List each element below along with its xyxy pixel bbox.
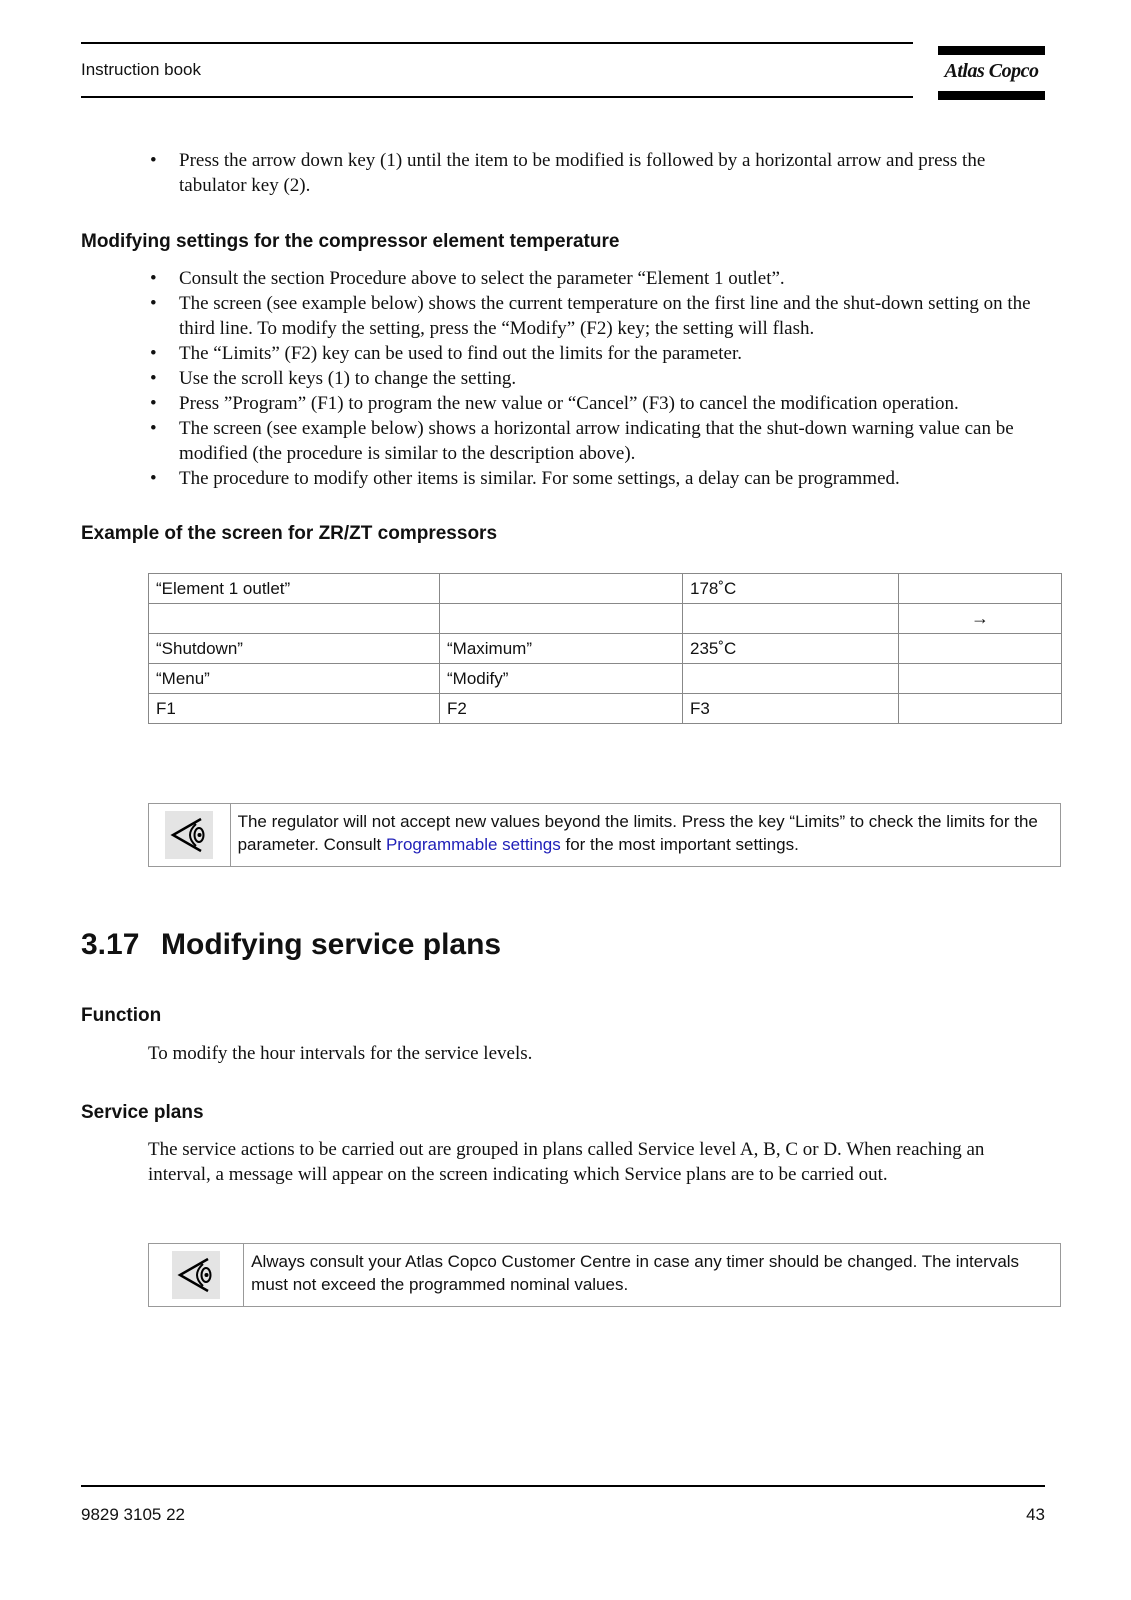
list-item: • The screen (see example below) shows the current temperature on the first line and the shut-down setting on the third line. To modify the setting, press the “Modify” (F2) key; the setting will flash. bbox=[148, 291, 1048, 341]
table-cell bbox=[683, 664, 899, 694]
limits-note bbox=[148, 803, 1061, 867]
table-row bbox=[149, 604, 1062, 634]
section-title-text: Modifying service plans bbox=[161, 928, 502, 961]
header-top-rule bbox=[81, 42, 913, 44]
list-item: • Press the arrow down key (1) until the item to be modified is followed by a horizontal arrow and press the tabulator key (2). bbox=[148, 148, 1048, 198]
arrow-right-icon: → bbox=[899, 604, 1062, 634]
timer-note bbox=[148, 1243, 1061, 1307]
table-cell: F1 bbox=[149, 694, 440, 724]
table-row bbox=[149, 694, 1062, 724]
eye-note-icon bbox=[165, 811, 213, 859]
temp-bullet-list bbox=[148, 266, 1048, 491]
table-cell bbox=[440, 604, 683, 634]
list-item: • Press ”Program” (F1) to program the new value or “Cancel” (F3) to cancel the modification operation. bbox=[148, 391, 1048, 416]
temp-section-heading: Modifying settings for the compressor element temperature bbox=[81, 231, 620, 252]
table-cell: “Element 1 outlet” bbox=[149, 574, 440, 604]
table-cell: “Modify” bbox=[440, 664, 683, 694]
table-cell bbox=[899, 574, 1062, 604]
table-cell bbox=[899, 634, 1062, 664]
table-cell: 235˚C bbox=[683, 634, 899, 664]
section-title bbox=[81, 928, 501, 962]
intro-bullet-list bbox=[148, 148, 1048, 198]
example-section-heading: Example of the screen for ZR/ZT compressors bbox=[81, 523, 498, 544]
list-item: • The “Limits” (F2) key can be used to find out the limits for the parameter. bbox=[148, 341, 1048, 366]
list-item: • The procedure to modify other items is similar. For some settings, a delay can be programmed. bbox=[148, 466, 1048, 491]
service-plans-heading: Service plans bbox=[81, 1102, 204, 1123]
table-cell: “Shutdown” bbox=[149, 634, 440, 664]
table-cell: “Menu” bbox=[149, 664, 440, 694]
table-row bbox=[149, 574, 1062, 604]
table-cell bbox=[683, 604, 899, 634]
programmable-settings-link[interactable]: Programmable settings bbox=[385, 835, 561, 854]
function-text: To modify the hour intervals for the service levels. bbox=[148, 1043, 533, 1064]
header-bottom-rule bbox=[81, 96, 913, 98]
display-example-table bbox=[148, 573, 1062, 724]
table-cell bbox=[440, 574, 683, 604]
list-item: • The screen (see example below) shows a horizontal arrow indicating that the shut-down warning value can be modified (the procedure is similar to the description above). bbox=[148, 416, 1048, 466]
document-number: 9829 3105 22 bbox=[81, 1505, 185, 1524]
table-cell bbox=[149, 604, 440, 634]
table-row bbox=[149, 664, 1062, 694]
table-row bbox=[149, 634, 1062, 664]
list-item: • Consult the section Procedure above to select the parameter “Element 1 outlet”. bbox=[148, 266, 1048, 291]
table-cell: F2 bbox=[440, 694, 683, 724]
eye-note-icon bbox=[172, 1251, 220, 1299]
service-plans-text: The service actions to be carried out are grouped in plans called Service level A, B, C or D. When reaching an interval, a message will appear on the screen indicating which Service plans are to be carried out. bbox=[148, 1139, 985, 1185]
timer-note-text: Always consult your Atlas Copco Customer Centre in case any timer should be changed. The intervals must not exceed the programmed nominal values. bbox=[251, 1252, 1020, 1294]
table-cell: 178˚C bbox=[683, 574, 899, 604]
limits-note-text: The regulator will not accept new values beyond the limits. Press the key “Limits” to check the limits for the parameter. Consult Programmable settings for the most important settings. bbox=[237, 812, 1038, 854]
footer-rule bbox=[81, 1485, 1045, 1487]
atlas-copco-logo bbox=[938, 46, 1045, 100]
table-cell: F3 bbox=[683, 694, 899, 724]
table-cell bbox=[899, 664, 1062, 694]
table-cell bbox=[899, 694, 1062, 724]
logo-text: Atlas Copco bbox=[944, 60, 1039, 82]
table-cell: “Maximum” bbox=[440, 634, 683, 664]
page-number: 43 bbox=[1026, 1505, 1045, 1524]
header-title: Instruction book bbox=[81, 60, 202, 79]
list-item: • Use the scroll keys (1) to change the setting. bbox=[148, 366, 1048, 391]
function-heading: Function bbox=[81, 1005, 162, 1026]
section-number: 3.17 bbox=[81, 928, 140, 961]
